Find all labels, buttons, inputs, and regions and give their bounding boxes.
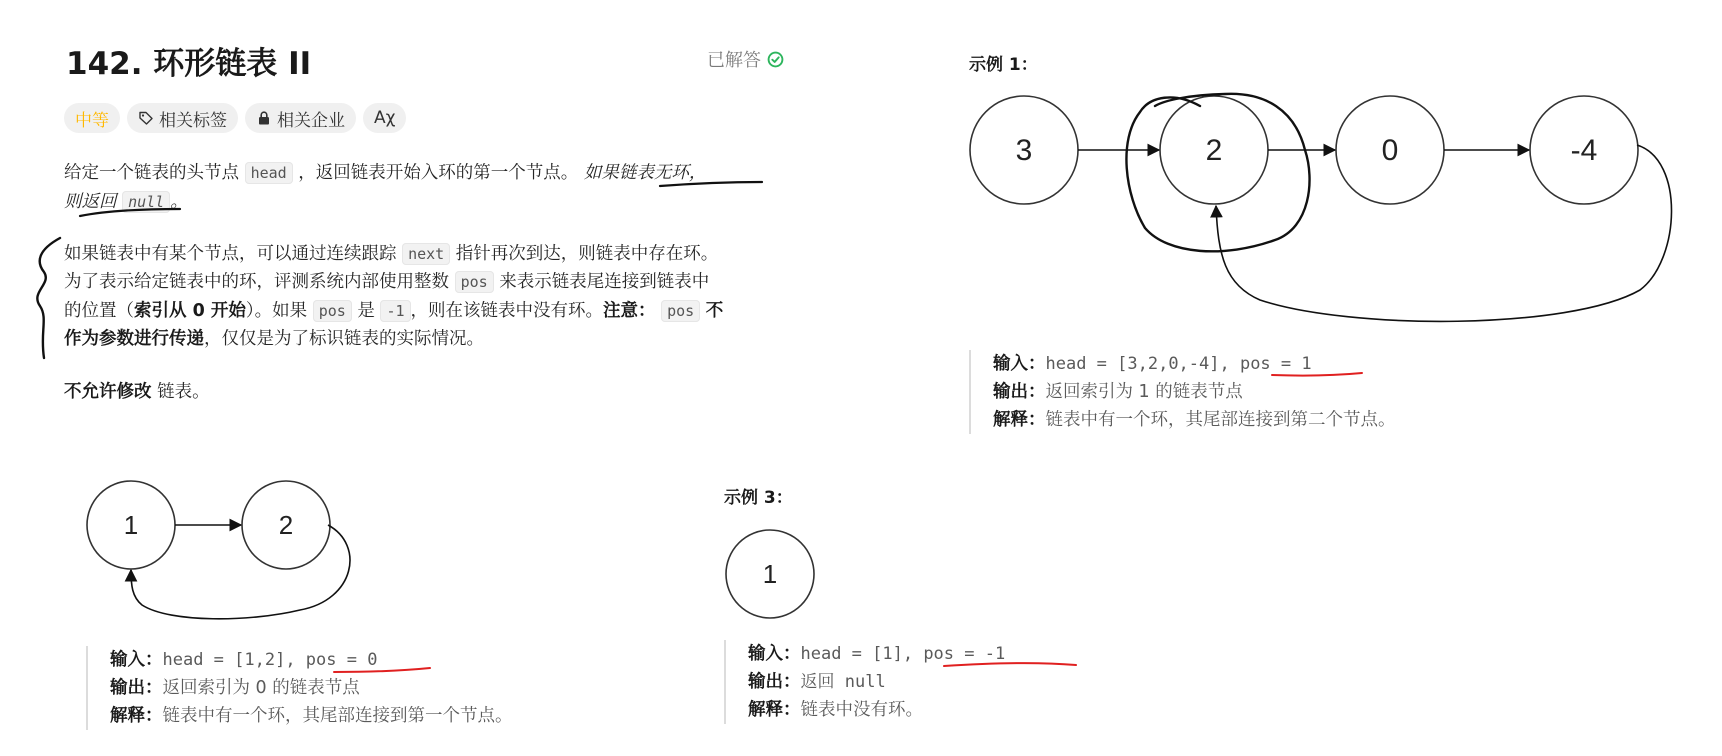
emphasis-no-cycle: 如果链表无环，: [583, 163, 707, 183]
related-companies-button[interactable]: [245, 103, 356, 133]
difficulty-badge[interactable]: 中等: [64, 103, 120, 133]
code-pos: pos: [455, 271, 494, 293]
font-toggle-button[interactable]: Aχ: [363, 103, 406, 133]
example-1-input-row: 输入：head = [3,2,0,-4], pos = 1: [993, 354, 1312, 374]
check-circle-icon: [767, 51, 784, 68]
related-companies-label: 相关企业: [277, 110, 345, 131]
example-1-io: [969, 350, 1396, 434]
code-pos: pos: [661, 300, 700, 322]
node-label: 3: [1015, 134, 1033, 167]
bracket-annotation: [37, 238, 60, 358]
tag-icon: [138, 110, 154, 126]
example-3-output-row: 输出：返回 null: [748, 672, 886, 692]
example-2-output-row: 输出：返回索引为 0 的链表节点: [110, 678, 360, 698]
node-label: 1: [123, 510, 139, 540]
tag-row: [64, 103, 406, 133]
node-label: -4: [1570, 134, 1598, 167]
example-2-explain-row: 解释：链表中有一个环，其尾部连接到第一个节点。: [110, 706, 513, 726]
solved-status[interactable]: [707, 46, 784, 72]
node-label: 1: [762, 559, 778, 589]
example-3-diagram: [720, 525, 820, 625]
code-head: head: [245, 162, 293, 184]
example-1-explain-row: 解释：链表中有一个环，其尾部连接到第二个节点。: [993, 410, 1396, 430]
example-2-input-row: 输入：head = [1,2], pos = 0: [110, 650, 378, 670]
description-p2-line2: 为了表示给定链表中的环，评测系统内部使用整数 pos 来表示链表尾连接到链表中: [64, 272, 710, 292]
description-p1-line1: 给定一个链表的头节点 head ，返回链表开始入环的第一个节点。 如果链表无环，: [64, 163, 707, 183]
node-label: 2: [278, 510, 294, 540]
example-2-io: [86, 646, 513, 730]
lock-icon: [256, 110, 272, 126]
code-minus-one: -1: [380, 300, 410, 322]
code-next: next: [402, 243, 450, 265]
description-p1-line2: 则返回 null 。: [64, 192, 188, 212]
example-1-label: 示例 1：: [969, 55, 1038, 75]
example-2-diagram: [80, 475, 380, 635]
description-p2-line4: 作为参数进行传递，仅仅是为了标识链表的实际情况。: [64, 329, 484, 349]
example-1-diagram: [960, 85, 1700, 335]
example-3-io: [724, 640, 1005, 724]
description-p3: 不允许修改 链表。: [64, 382, 210, 402]
code-pos: pos: [313, 300, 352, 322]
node-label: 2: [1205, 134, 1223, 167]
example-3-label: 示例 3：: [724, 488, 793, 508]
related-tags-button[interactable]: [127, 103, 238, 133]
example-3-explain-row: 解释：链表中没有环。: [748, 700, 923, 720]
node-label: 0: [1381, 134, 1399, 167]
example-1-output-row: 输出：返回索引为 1 的链表节点: [993, 382, 1243, 402]
example-3-input-row: 输入：head = [1], pos = -1: [748, 644, 1006, 664]
solved-label: 已解答: [707, 50, 761, 71]
problem-title: 142. 环形链表 II: [66, 46, 312, 82]
related-tags-label: 相关标签: [159, 110, 227, 131]
description-p2-line3: 的位置（索引从 0 开始）。如果 pos 是 -1 ，则在该链表中没有环。注意： pos 不: [64, 301, 724, 321]
description-p2-line1: 如果链表中有某个节点，可以通过连续跟踪 next 指针再次到达，则链表中存在环。: [64, 244, 719, 264]
code-null: null: [122, 191, 170, 213]
